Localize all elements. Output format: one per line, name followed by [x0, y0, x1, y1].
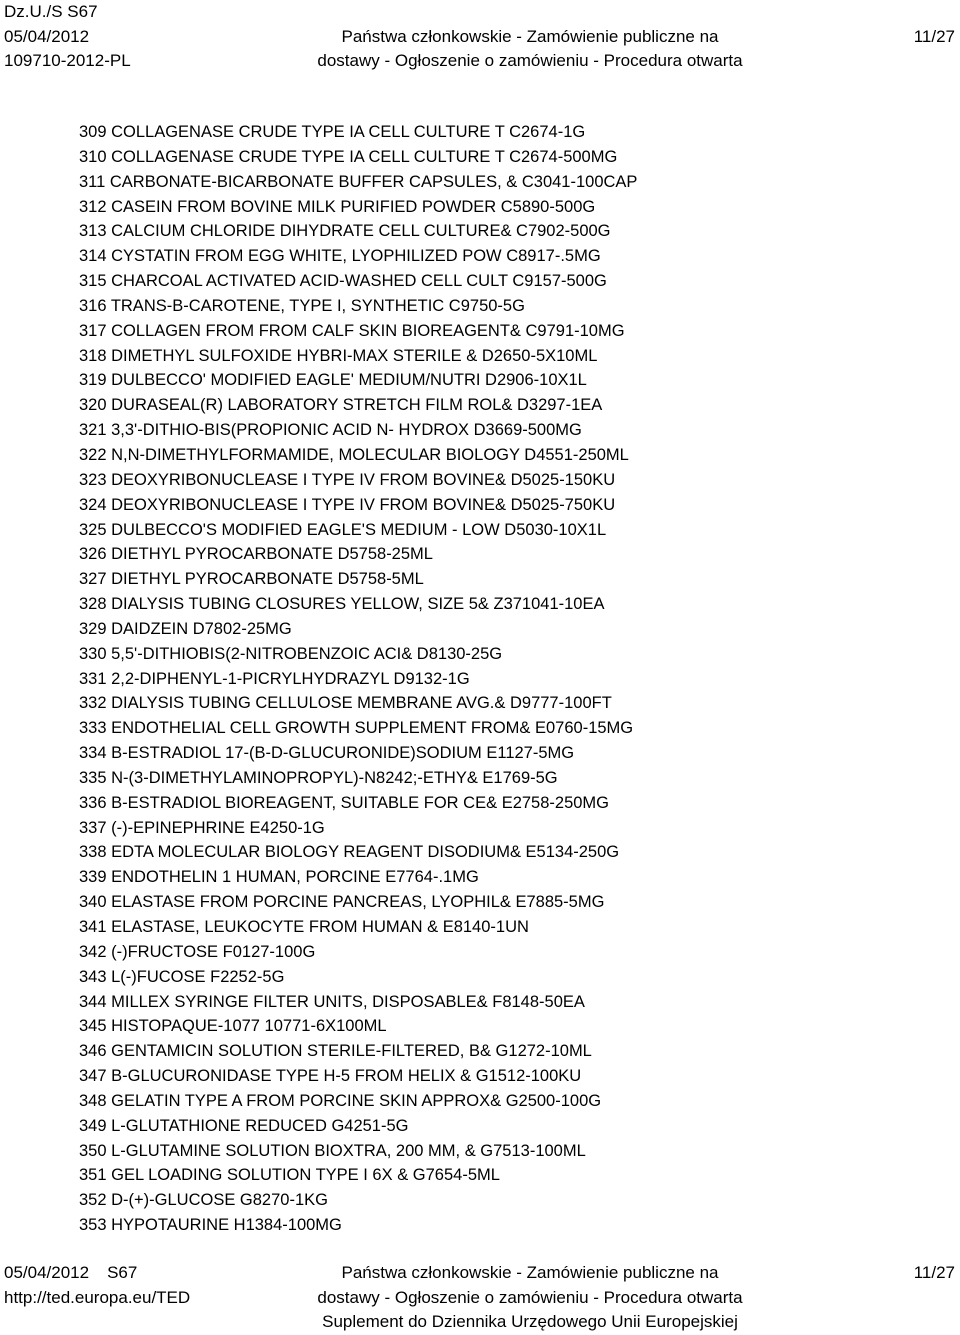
header-title — [300, 0, 760, 74]
footer-journal-code: S67 — [107, 1263, 138, 1282]
list-item: 313 CALCIUM CHLORIDE DIHYDRATE CELL CULTURE& C7902-500G — [79, 222, 611, 241]
list-item: 331 2,2-DIPHENYL-1-PICRYLHYDRAZYL D9132-1G — [79, 669, 470, 688]
footer-title-line3: Suplement do Dziennika Urzędowego Unii Europejskiej — [322, 1312, 738, 1331]
list-item: 318 DIMETHYL SULFOXIDE HYBRI-MAX STERILE & D2650-5X10ML — [79, 346, 598, 365]
list-item: 328 DIALYSIS TUBING CLOSURES YELLOW, SIZE 5& Z371041-10EA — [79, 595, 605, 614]
list-item: 337 (-)-EPINEPHRINE E4250-1G — [79, 818, 325, 837]
list-item: 346 GENTAMICIN SOLUTION STERILE-FILTERED, B& G1272-10ML — [79, 1042, 592, 1061]
footer-title-line1: Państwa członkowskie - Zamówienie publiczne na — [341, 1263, 719, 1282]
footer-right — [914, 1261, 955, 1286]
list-item: 345 HISTOPAQUE-1077 10771-6X100ML — [79, 1017, 387, 1036]
list-item: 335 N-(3-DIMETHYLAMINOPROPYL)-N8242;-ETHY& E1769-5G — [79, 768, 558, 787]
footer-page-number: 11/27 — [913, 1263, 955, 1282]
list-item: 324 DEOXYRIBONUCLEASE I TYPE IV FROM BOVINE& D5025-750KU — [79, 495, 616, 514]
list-item: 323 DEOXYRIBONUCLEASE I TYPE IV FROM BOVINE& D5025-150KU — [79, 470, 616, 489]
list-item: 321 3,3'-DITHIO-BIS(PROPIONIC ACID N- HYDROX D3669-500MG — [79, 421, 582, 440]
list-item: 325 DULBECCO'S MODIFIED EAGLE'S MEDIUM - LOW D5030-10X1L — [79, 520, 607, 539]
list-item: 333 ENDOTHELIAL CELL GROWTH SUPPLEMENT FROM& E0760-15MG — [79, 719, 634, 738]
list-item: 320 DURASEAL(R) LABORATORY STRETCH FILM ROL& D3297-1EA — [79, 396, 603, 415]
list-item: 339 ENDOTHELIN 1 HUMAN, PORCINE E7764-.1MG — [79, 868, 479, 887]
header-doc-id: 109710-2012-PL — [4, 51, 131, 70]
list-item: 315 CHARCOAL ACTIVATED ACID-WASHED CELL CULT C9157-500G — [79, 272, 607, 291]
list-item: 312 CASEIN FROM BOVINE MILK PURIFIED POWDER C5890-500G — [79, 197, 596, 216]
list-item: 338 EDTA MOLECULAR BIOLOGY REAGENT DISODIUM& E5134-250G — [79, 843, 620, 862]
page-footer — [0, 1261, 960, 1331]
list-item: 330 5,5'-DITHIOBIS(2-NITROBENZOIC ACI& D8130-25G — [79, 644, 503, 663]
list-item: 332 DIALYSIS TUBING CELLULOSE MEMBRANE AVG.& D9777-100FT — [79, 694, 612, 713]
list-item: 341 ELASTASE, LEUKOCYTE FROM HUMAN & E8140-1UN — [79, 918, 529, 936]
item-list — [79, 120, 939, 1238]
footer-title — [300, 1261, 760, 1335]
list-item: 319 DULBECCO' MODIFIED EAGLE' MEDIUM/NUTRI D2906-10X1L — [79, 371, 587, 390]
list-item: 347 B-GLUCURONIDASE TYPE H-5 FROM HELIX & G1512-100KU — [79, 1067, 582, 1086]
footer-left — [4, 1261, 204, 1310]
list-item: 344 MILLEX SYRINGE FILTER UNITS, DISPOSABLE& F8148-50EA — [79, 992, 585, 1011]
header-title-line2: dostawy - Ogłoszenie o zamówieniu - Procedura otwarta — [317, 51, 743, 70]
header-date: 05/04/2012 — [4, 26, 90, 46]
list-item: 329 DAIDZEIN D7802-25MG — [79, 619, 292, 638]
footer-title-line2: dostawy - Ogłoszenie o zamówieniu - Procedura otwarta — [317, 1287, 743, 1307]
list-item: 327 DIETHYL PYROCARBONATE D5758-5ML — [79, 570, 424, 589]
list-item: 342 (-)FRUCTOSE F0127-100G — [79, 942, 316, 961]
list-item: 340 ELASTASE FROM PORCINE PANCREAS, LYOPHIL& E7885-5MG — [79, 893, 605, 912]
list-item: 334 B-ESTRADIOL 17-(B-D-GLUCURONIDE)SODIUM E1127-5MG — [79, 744, 575, 763]
list-item: 309 COLLAGENASE CRUDE TYPE IA CELL CULTURE T C2674-1G — [79, 123, 586, 141]
header-page-number: 11/27 — [913, 26, 955, 46]
list-item: 350 L-GLUTAMINE SOLUTION BIOXTRA, 200 MM, & G7513-100ML — [79, 1141, 586, 1160]
list-item: 351 GEL LOADING SOLUTION TYPE I 6X & G7654-5ML — [79, 1166, 500, 1185]
header-title-line1: Państwa członkowskie - Zamówienie publiczne na — [341, 26, 719, 46]
list-item: 343 L(-)FUCOSE F2252-5G — [79, 967, 285, 986]
header-journal: Dz.U./S S67 — [4, 2, 98, 21]
page-header — [0, 0, 960, 70]
list-item: 352 D-(+)-GLUCOSE G8270-1KG — [79, 1191, 328, 1210]
header-left — [4, 0, 204, 74]
list-item: 317 COLLAGEN FROM FROM CALF SKIN BIOREAGENT& C9791-10MG — [79, 321, 625, 340]
list-item: 326 DIETHYL PYROCARBONATE D5758-25ML — [79, 545, 433, 564]
footer-url[interactable]: http://ted.europa.eu/TED — [4, 1287, 191, 1307]
list-item: 353 HYPOTAURINE H1384-100MG — [79, 1216, 342, 1235]
list-item: 336 B-ESTRADIOL BIOREAGENT, SUITABLE FOR CE& E2758-250MG — [79, 793, 610, 812]
list-item: 311 CARBONATE-BICARBONATE BUFFER CAPSULES, & C3041-100CAP — [79, 172, 638, 191]
list-item: 348 GELATIN TYPE A FROM PORCINE SKIN APPROX& G2500-100G — [79, 1091, 602, 1110]
footer-date: 05/04/2012 — [4, 1263, 90, 1282]
list-item: 310 COLLAGENASE CRUDE TYPE IA CELL CULTURE T C2674-500MG — [79, 147, 618, 166]
list-item: 316 TRANS-B-CAROTENE, TYPE I, SYNTHETIC C9750-5G — [79, 296, 525, 315]
list-item: 322 N,N-DIMETHYLFORMAMIDE, MOLECULAR BIOLOGY D4551-250ML — [79, 445, 629, 464]
list-item: 349 L-GLUTATHIONE REDUCED G4251-5G — [79, 1116, 409, 1135]
list-item: 314 CYSTATIN FROM EGG WHITE, LYOPHILIZED POW C8917-.5MG — [79, 247, 601, 266]
header-right — [914, 0, 955, 49]
